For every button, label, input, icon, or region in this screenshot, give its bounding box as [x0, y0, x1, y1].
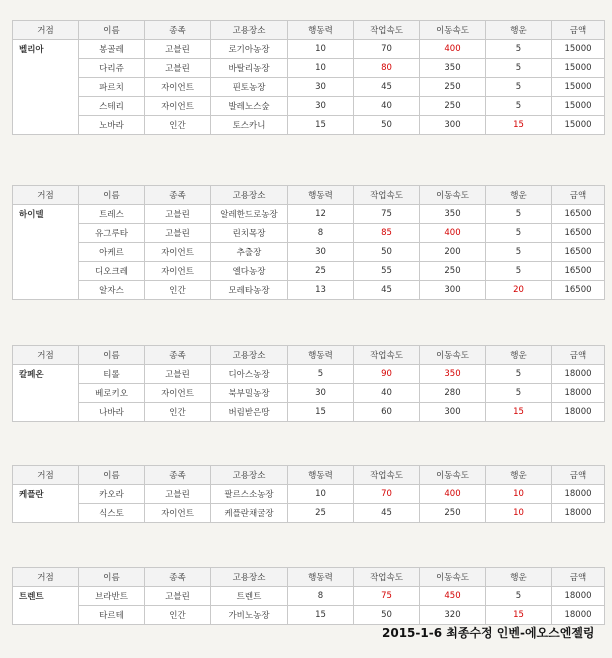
luck-cell: 5	[486, 587, 552, 606]
price-cell: 16500	[552, 224, 605, 243]
base-cell	[13, 281, 79, 300]
header-base: 거점	[13, 21, 79, 40]
place-cell: 바탈리농장	[211, 59, 288, 78]
luck-cell: 15	[486, 403, 552, 422]
header-row	[13, 21, 605, 40]
table-row	[13, 243, 605, 262]
race-cell: 인간	[145, 281, 211, 300]
base-cell	[13, 116, 79, 135]
base-cell	[13, 78, 79, 97]
header-luck: 행운	[486, 568, 552, 587]
name-cell: 아케르	[79, 243, 145, 262]
update-caption: 2015-1-6 최종수정 인벤-에오스엔젤링	[382, 626, 595, 640]
place-cell: 팔르스소농장	[211, 485, 288, 504]
price-cell: 18000	[552, 606, 605, 625]
base-cell	[13, 97, 79, 116]
base-cell: 벨리아	[13, 40, 79, 59]
table-row	[13, 485, 605, 504]
name-cell: 다리쥬	[79, 59, 145, 78]
base-cell	[13, 403, 79, 422]
luck-cell: 10	[486, 504, 552, 523]
header-race: 종족	[145, 466, 211, 485]
ap-cell: 15	[288, 403, 354, 422]
header-luck: 행운	[486, 346, 552, 365]
base-cell: 케플란	[13, 485, 79, 504]
header-move-speed: 이동속도	[420, 21, 486, 40]
header-row	[13, 568, 605, 587]
ap-cell: 30	[288, 78, 354, 97]
name-cell: 티롤	[79, 365, 145, 384]
race-cell: 인간	[145, 403, 211, 422]
header-luck: 행운	[486, 21, 552, 40]
header-row	[13, 466, 605, 485]
table-row	[13, 116, 605, 135]
place-cell: 북부밀농장	[211, 384, 288, 403]
price-cell: 16500	[552, 281, 605, 300]
table-row	[13, 403, 605, 422]
move-speed-cell: 250	[420, 504, 486, 523]
base-cell	[13, 224, 79, 243]
luck-cell: 5	[486, 78, 552, 97]
header-race: 종족	[145, 21, 211, 40]
base-cell	[13, 606, 79, 625]
worker-table-5	[12, 567, 605, 625]
name-cell: 알자스	[79, 281, 145, 300]
ap-cell: 30	[288, 97, 354, 116]
race-cell: 자이언트	[145, 262, 211, 281]
header-race: 종족	[145, 346, 211, 365]
header-price: 금액	[552, 466, 605, 485]
name-cell: 노바라	[79, 116, 145, 135]
price-cell: 15000	[552, 97, 605, 116]
race-cell: 고블린	[145, 40, 211, 59]
place-cell: 모레타농장	[211, 281, 288, 300]
move-speed-cell: 200	[420, 243, 486, 262]
race-cell: 자이언트	[145, 97, 211, 116]
ap-cell: 15	[288, 606, 354, 625]
base-cell	[13, 262, 79, 281]
race-cell: 자이언트	[145, 78, 211, 97]
worker-table-4	[12, 465, 605, 523]
move-speed-cell: 350	[420, 59, 486, 78]
base-cell: 칼페온	[13, 365, 79, 384]
table-row	[13, 262, 605, 281]
price-cell: 18000	[552, 403, 605, 422]
place-cell: 로기아농장	[211, 40, 288, 59]
price-cell: 15000	[552, 78, 605, 97]
header-ap: 행동력	[288, 346, 354, 365]
move-speed-cell: 250	[420, 97, 486, 116]
price-cell: 16500	[552, 262, 605, 281]
header-move-speed: 이동속도	[420, 186, 486, 205]
worker-table-3	[12, 345, 605, 422]
work-speed-cell: 40	[354, 97, 420, 116]
name-cell: 스테리	[79, 97, 145, 116]
header-price: 금액	[552, 346, 605, 365]
base-cell	[13, 384, 79, 403]
work-speed-cell: 60	[354, 403, 420, 422]
header-base: 거점	[13, 346, 79, 365]
header-name: 이름	[79, 186, 145, 205]
luck-cell: 5	[486, 243, 552, 262]
table-row	[13, 384, 605, 403]
header-name: 이름	[79, 346, 145, 365]
work-speed-cell: 50	[354, 243, 420, 262]
place-cell: 린치목장	[211, 224, 288, 243]
table-row	[13, 59, 605, 78]
price-cell: 18000	[552, 504, 605, 523]
header-move-speed: 이동속도	[420, 568, 486, 587]
work-speed-cell: 45	[354, 78, 420, 97]
header-work-speed: 작업속도	[354, 21, 420, 40]
header-race: 종족	[145, 186, 211, 205]
header-ap: 행동력	[288, 21, 354, 40]
place-cell: 발레노스숲	[211, 97, 288, 116]
move-speed-cell: 400	[420, 224, 486, 243]
header-base: 거점	[13, 186, 79, 205]
work-speed-cell: 50	[354, 606, 420, 625]
table-row	[13, 78, 605, 97]
place-cell: 디아스농장	[211, 365, 288, 384]
name-cell: 식스토	[79, 504, 145, 523]
ap-cell: 10	[288, 485, 354, 504]
price-cell: 18000	[552, 485, 605, 504]
luck-cell: 5	[486, 59, 552, 78]
ap-cell: 25	[288, 504, 354, 523]
price-cell: 15000	[552, 116, 605, 135]
table-row	[13, 205, 605, 224]
luck-cell: 5	[486, 205, 552, 224]
move-speed-cell: 350	[420, 365, 486, 384]
table-row	[13, 606, 605, 625]
race-cell: 고블린	[145, 59, 211, 78]
name-cell: 트레스	[79, 205, 145, 224]
table-row	[13, 504, 605, 523]
work-speed-cell: 75	[354, 205, 420, 224]
luck-cell: 5	[486, 384, 552, 403]
work-speed-cell: 40	[354, 384, 420, 403]
name-cell: 카오라	[79, 485, 145, 504]
place-cell: 가비노농장	[211, 606, 288, 625]
luck-cell: 10	[486, 485, 552, 504]
base-cell: 하이델	[13, 205, 79, 224]
table-row	[13, 97, 605, 116]
place-cell: 추출장	[211, 243, 288, 262]
name-cell: 봉골레	[79, 40, 145, 59]
ap-cell: 10	[288, 40, 354, 59]
header-ap: 행동력	[288, 568, 354, 587]
table-row	[13, 224, 605, 243]
move-speed-cell: 450	[420, 587, 486, 606]
header-place: 고용장소	[211, 568, 288, 587]
luck-cell: 15	[486, 116, 552, 135]
ap-cell: 8	[288, 587, 354, 606]
race-cell: 고블린	[145, 365, 211, 384]
header-move-speed: 이동속도	[420, 466, 486, 485]
race-cell: 자이언트	[145, 504, 211, 523]
race-cell: 고블린	[145, 224, 211, 243]
header-price: 금액	[552, 568, 605, 587]
base-cell	[13, 243, 79, 262]
work-speed-cell: 75	[354, 587, 420, 606]
header-luck: 행운	[486, 466, 552, 485]
header-price: 금액	[552, 186, 605, 205]
ap-cell: 8	[288, 224, 354, 243]
worker-table-2	[12, 185, 605, 300]
work-speed-cell: 85	[354, 224, 420, 243]
place-cell: 핀토농장	[211, 78, 288, 97]
luck-cell: 5	[486, 224, 552, 243]
base-cell	[13, 59, 79, 78]
ap-cell: 13	[288, 281, 354, 300]
name-cell: 나바라	[79, 403, 145, 422]
header-name: 이름	[79, 21, 145, 40]
price-cell: 15000	[552, 59, 605, 78]
place-cell: 알레한드로농장	[211, 205, 288, 224]
name-cell: 브라반트	[79, 587, 145, 606]
place-cell: 엘다농장	[211, 262, 288, 281]
move-speed-cell: 300	[420, 116, 486, 135]
work-speed-cell: 45	[354, 504, 420, 523]
header-price: 금액	[552, 21, 605, 40]
name-cell: 타르테	[79, 606, 145, 625]
race-cell: 인간	[145, 606, 211, 625]
ap-cell: 10	[288, 59, 354, 78]
header-place: 고용장소	[211, 346, 288, 365]
header-work-speed: 작업속도	[354, 186, 420, 205]
work-speed-cell: 70	[354, 40, 420, 59]
move-speed-cell: 400	[420, 40, 486, 59]
move-speed-cell: 300	[420, 403, 486, 422]
work-speed-cell: 90	[354, 365, 420, 384]
header-work-speed: 작업속도	[354, 568, 420, 587]
luck-cell: 5	[486, 97, 552, 116]
base-cell: 트렌트	[13, 587, 79, 606]
price-cell: 16500	[552, 243, 605, 262]
price-cell: 18000	[552, 384, 605, 403]
move-speed-cell: 250	[420, 78, 486, 97]
header-race: 종족	[145, 568, 211, 587]
header-ap: 행동력	[288, 186, 354, 205]
race-cell: 인간	[145, 116, 211, 135]
header-name: 이름	[79, 466, 145, 485]
work-speed-cell: 55	[354, 262, 420, 281]
move-speed-cell: 300	[420, 281, 486, 300]
name-cell: 베로키오	[79, 384, 145, 403]
price-cell: 18000	[552, 587, 605, 606]
place-cell: 케플란채굴장	[211, 504, 288, 523]
luck-cell: 5	[486, 40, 552, 59]
table-row	[13, 587, 605, 606]
place-cell: 버림받은땅	[211, 403, 288, 422]
price-cell: 18000	[552, 365, 605, 384]
ap-cell: 30	[288, 384, 354, 403]
move-speed-cell: 280	[420, 384, 486, 403]
work-speed-cell: 50	[354, 116, 420, 135]
work-speed-cell: 70	[354, 485, 420, 504]
race-cell: 자이언트	[145, 384, 211, 403]
name-cell: 디오크레	[79, 262, 145, 281]
header-place: 고용장소	[211, 186, 288, 205]
ap-cell: 25	[288, 262, 354, 281]
move-speed-cell: 400	[420, 485, 486, 504]
header-name: 이름	[79, 568, 145, 587]
move-speed-cell: 250	[420, 262, 486, 281]
header-move-speed: 이동속도	[420, 346, 486, 365]
price-cell: 16500	[552, 205, 605, 224]
table-row	[13, 40, 605, 59]
race-cell: 자이언트	[145, 243, 211, 262]
work-speed-cell: 80	[354, 59, 420, 78]
header-row	[13, 346, 605, 365]
ap-cell: 15	[288, 116, 354, 135]
header-ap: 행동력	[288, 466, 354, 485]
luck-cell: 5	[486, 262, 552, 281]
worker-table-1	[12, 20, 605, 135]
header-place: 고용장소	[211, 466, 288, 485]
header-base: 거점	[13, 466, 79, 485]
name-cell: 파르치	[79, 78, 145, 97]
race-cell: 고블린	[145, 485, 211, 504]
place-cell: 트렌트	[211, 587, 288, 606]
luck-cell: 15	[486, 606, 552, 625]
header-base: 거점	[13, 568, 79, 587]
work-speed-cell: 45	[354, 281, 420, 300]
header-place: 고용장소	[211, 21, 288, 40]
luck-cell: 20	[486, 281, 552, 300]
base-cell	[13, 504, 79, 523]
header-luck: 행운	[486, 186, 552, 205]
ap-cell: 12	[288, 205, 354, 224]
header-row	[13, 186, 605, 205]
move-speed-cell: 350	[420, 205, 486, 224]
name-cell: 유그루타	[79, 224, 145, 243]
race-cell: 고블린	[145, 587, 211, 606]
header-work-speed: 작업속도	[354, 466, 420, 485]
place-cell: 토스카니	[211, 116, 288, 135]
race-cell: 고블린	[145, 205, 211, 224]
move-speed-cell: 320	[420, 606, 486, 625]
header-work-speed: 작업속도	[354, 346, 420, 365]
table-row	[13, 281, 605, 300]
ap-cell: 30	[288, 243, 354, 262]
ap-cell: 5	[288, 365, 354, 384]
price-cell: 15000	[552, 40, 605, 59]
table-row	[13, 365, 605, 384]
luck-cell: 5	[486, 365, 552, 384]
